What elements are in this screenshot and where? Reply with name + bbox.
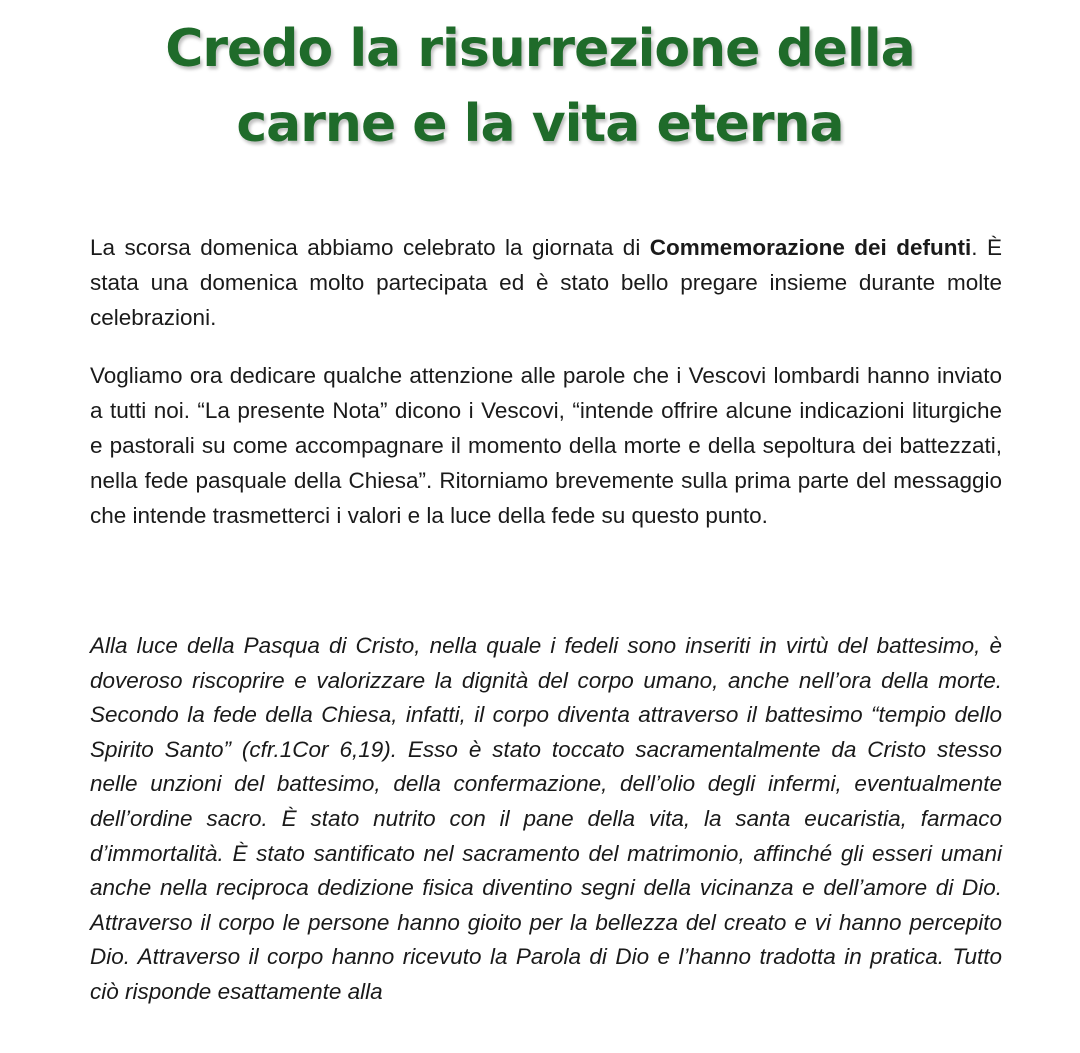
paragraph-intro-text: La scorsa domenica abbiamo celebrato la giornata di [90, 235, 650, 260]
document-title [0, 12, 1080, 162]
title-line-1: Credo la risurrezione della [165, 19, 915, 79]
paragraph-intro-bold: Commemorazione dei defunti [649, 235, 972, 260]
title-line-2: carne e la vita eterna [236, 94, 844, 154]
quote-paragraph: Alla luce della Pasqua di Cristo, nella quale i fedeli sono inseriti in virtù del battesimo, è doveroso riscoprire e valorizzare la dignità del corpo umano, anche nell’ora della morte. Secondo la fede della Chiesa, infatti, il corpo diventa attraverso il battesimo “tempio dello Spirito Santo” (cfr.1Cor 6,19). Esso è stato toccato sacramentalmente da Cristo stesso nelle unzioni del battesimo, della confermazione, dell’olio degli infermi, eventualmente dell’ordine sacro. È stato nutrito con il pane della vita, la santa eucaristia, farmaco d’immortalità. È stato santificato nel sacramento del matrimonio, affinché gli esseri umani anche nella reciproca dedizione fisica diventino segni della vicinanza e dell’amore di Dio. Attraverso il corpo le persone hanno gioito per la bellezza del creato e vi hanno percepito Dio. Attraverso il corpo hanno ricevuto la Parola di Dio e l’hanno tradotta in pratica. Tutto ciò risponde esattamente alla [90, 633, 1002, 1004]
paragraph-intro [90, 230, 1002, 335]
paragraph-bishops-note: Vogliamo ora dedicare qualche attenzione alle parole che i Vescovi lombardi hanno inviato a tutti noi. “La presente Nota” dicono i Vescovi, “intende offrire alcune indicazioni liturgiche e pastorali su come accompagnare il momento della morte e della sepoltura dei battezzati, nella fede pasquale della Chiesa”. Ritorniamo brevemente sulla prima parte del messaggio che intende trasmetterci i valori e la luce della fede su questo punto. [90, 363, 1002, 528]
paragraph-intro-text-end: . È stata una domenica molto partecipata ed è stato bello pregare insieme durante molte celebrazioni. [90, 235, 1002, 330]
